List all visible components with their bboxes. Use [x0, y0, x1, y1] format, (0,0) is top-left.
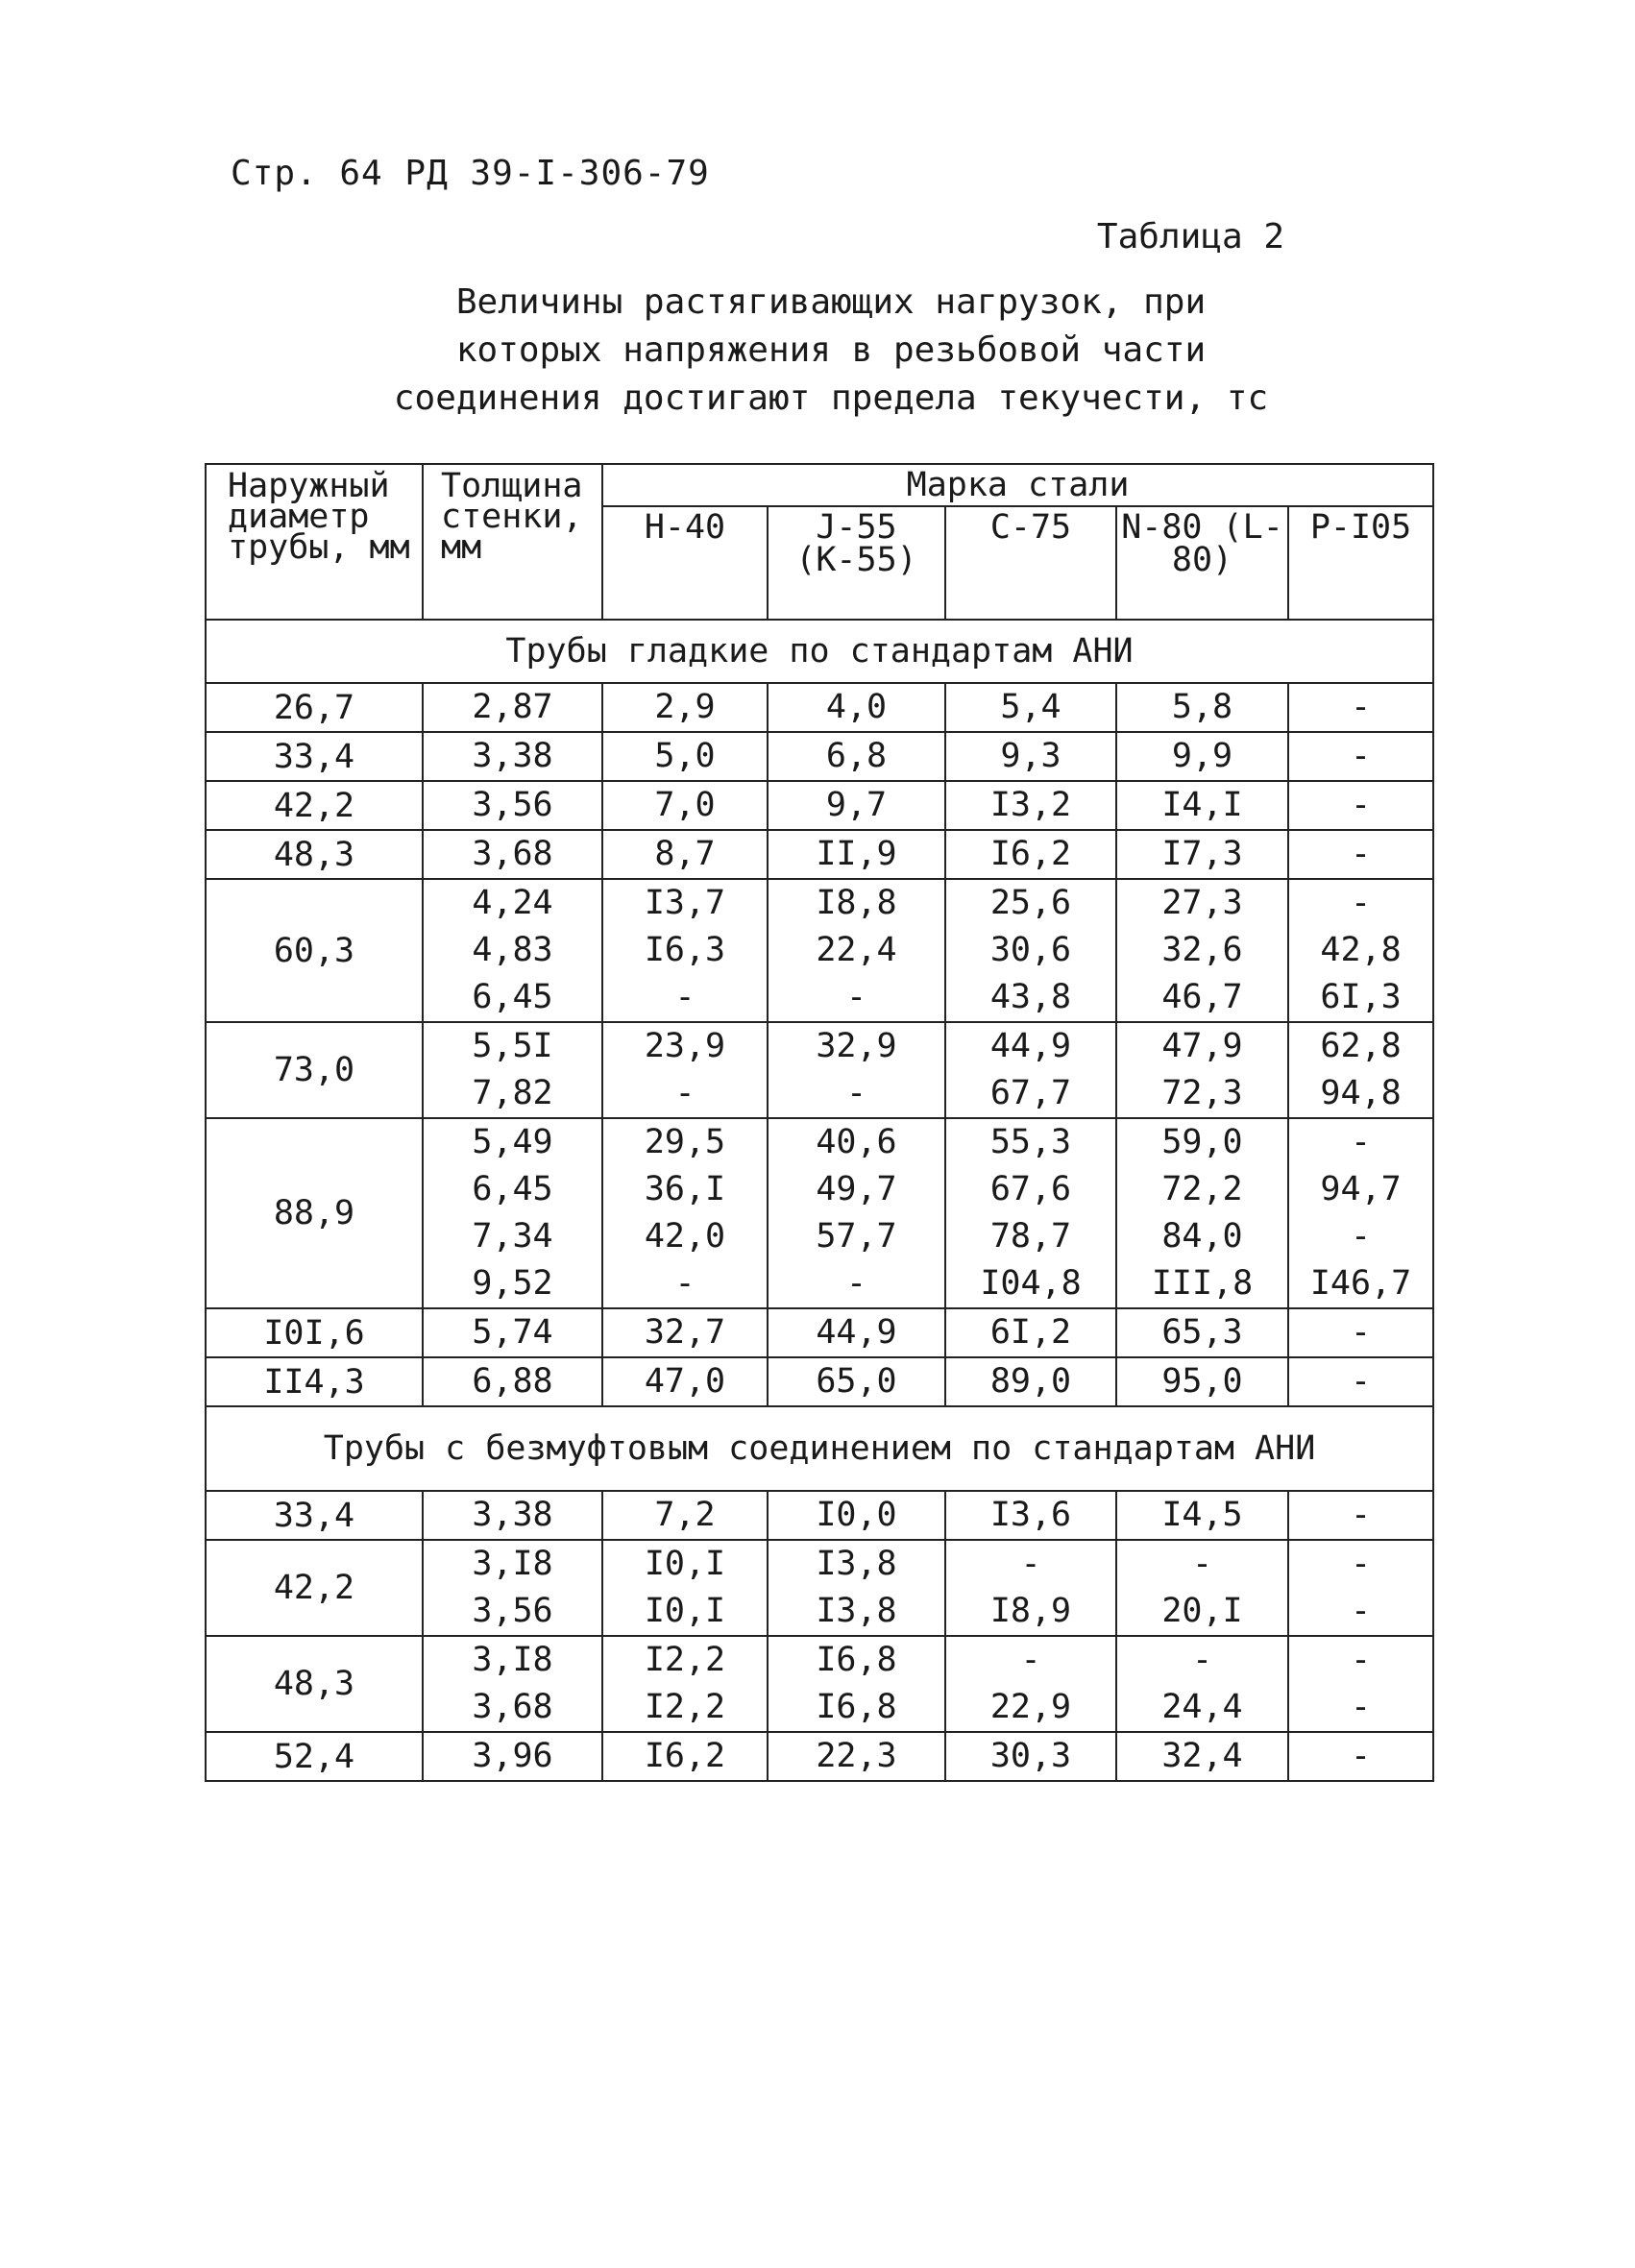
load-cell: [602, 1357, 768, 1406]
thickness-cell: [423, 1540, 602, 1636]
load-cell: [768, 1540, 945, 1636]
thickness-value: 6,45: [472, 978, 553, 1016]
table-row: [206, 732, 1433, 781]
load-value: 44,9: [989, 1027, 1072, 1065]
load-value: -: [845, 1264, 867, 1303]
load-cell: [768, 683, 945, 732]
load-value: I0,0: [816, 1496, 897, 1534]
load-value: 6I,3: [1320, 978, 1402, 1016]
thickness-value: 3,38: [472, 737, 553, 775]
thickness-value: 7,34: [472, 1217, 553, 1256]
thickness-value: 3,I8: [472, 1545, 553, 1583]
load-cell: [945, 1732, 1116, 1781]
load-value: 7,2: [654, 1496, 716, 1534]
load-value: -: [1350, 884, 1372, 922]
load-value: 32,7: [644, 1313, 726, 1352]
table-row: [206, 781, 1433, 830]
load-value: I6,3: [644, 931, 726, 969]
load-value: I4,I: [1161, 786, 1243, 824]
load-value: 30,6: [989, 931, 1072, 969]
load-value: 36,I: [644, 1170, 726, 1208]
load-value: 78,7: [989, 1217, 1072, 1256]
load-cell: [945, 732, 1116, 781]
load-cell: [1288, 1491, 1433, 1540]
load-cell: [945, 1118, 1116, 1308]
load-value: I6,2: [989, 835, 1072, 873]
load-value: I3,6: [989, 1496, 1072, 1534]
load-value: -: [1191, 1641, 1213, 1679]
load-cell: [945, 1636, 1116, 1732]
diameter-cell: 52,4: [206, 1732, 423, 1781]
load-cell: [945, 781, 1116, 830]
load-cell: [602, 1118, 768, 1308]
load-cell: [1288, 732, 1433, 781]
load-value: -: [674, 1264, 695, 1303]
load-cell: [602, 732, 768, 781]
thickness-cell: [423, 1308, 602, 1357]
load-cell: [1116, 732, 1288, 781]
load-value: 44,9: [816, 1313, 897, 1352]
load-value: 40,6: [816, 1123, 897, 1161]
load-cell: [602, 1022, 768, 1118]
load-value: 55,3: [989, 1123, 1072, 1161]
table-row: [206, 1540, 1433, 1636]
table-row: [206, 1732, 1433, 1781]
load-cell: [945, 683, 1116, 732]
load-value: -: [1350, 1313, 1372, 1352]
load-cell: [1116, 830, 1288, 879]
load-value: -: [674, 1074, 695, 1112]
load-cell: [602, 1636, 768, 1732]
load-cell: [768, 1732, 945, 1781]
load-value: 47,0: [644, 1362, 726, 1401]
load-cell: [1116, 1732, 1288, 1781]
load-cell: [602, 879, 768, 1022]
diameter-cell: 60,3: [206, 879, 423, 1022]
load-value: 32,9: [816, 1027, 897, 1065]
load-cell: [1116, 1491, 1288, 1540]
load-cell: [945, 879, 1116, 1022]
load-cell: [945, 1308, 1116, 1357]
load-value: 49,7: [816, 1170, 897, 1208]
load-value: I3,8: [816, 1592, 897, 1630]
load-cell: [1116, 1636, 1288, 1732]
thickness-cell: [423, 781, 602, 830]
load-value: -: [1350, 1496, 1372, 1534]
load-value: II,9: [816, 835, 897, 873]
header-grade-h40: Н-40: [602, 506, 768, 620]
load-value: 20,I: [1161, 1592, 1243, 1630]
load-cell: [945, 1022, 1116, 1118]
thickness-cell: [423, 1732, 602, 1781]
header-grade-c75: С-75: [945, 506, 1116, 620]
load-value: 42,8: [1320, 931, 1402, 969]
load-value: -: [1350, 1217, 1372, 1256]
thickness-value: 3,96: [472, 1737, 553, 1775]
thickness-cell: [423, 1491, 602, 1540]
load-value: 9,7: [825, 786, 888, 824]
load-cell: [1288, 1118, 1433, 1308]
load-value: -: [1020, 1545, 1041, 1583]
table-row: [206, 1022, 1433, 1118]
load-value: -: [1350, 1545, 1372, 1583]
load-value: 24,4: [1161, 1688, 1243, 1726]
load-value: I04,8: [980, 1264, 1082, 1303]
load-cell: [1288, 830, 1433, 879]
load-value: 22,3: [816, 1737, 897, 1775]
load-value: 67,7: [989, 1074, 1072, 1112]
thickness-cell: [423, 732, 602, 781]
load-value: 47,9: [1161, 1027, 1243, 1065]
load-cell: [602, 683, 768, 732]
thickness-value: 6,45: [472, 1170, 553, 1208]
header-grade-p105: Р-I05: [1288, 506, 1433, 620]
load-value: 6,8: [825, 737, 888, 775]
thickness-value: 4,24: [472, 884, 553, 922]
thickness-cell: [423, 879, 602, 1022]
page-header: Стр. 64 РД 39-I-306-79: [231, 154, 710, 193]
load-value: 32,6: [1161, 931, 1243, 969]
load-value: -: [1350, 1737, 1372, 1775]
load-value: I8,8: [816, 884, 897, 922]
load-cell: [1288, 1636, 1433, 1732]
thickness-value: 6,88: [472, 1362, 553, 1401]
diameter-cell: II4,3: [206, 1357, 423, 1406]
diameter-cell: I0I,6: [206, 1308, 423, 1357]
load-value: 95,0: [1161, 1362, 1243, 1401]
load-cell: [1116, 1022, 1288, 1118]
load-value: 72,2: [1161, 1170, 1243, 1208]
load-value: 89,0: [989, 1362, 1072, 1401]
load-cell: [602, 1308, 768, 1357]
load-value: 84,0: [1161, 1217, 1243, 1256]
thickness-value: 5,74: [472, 1313, 553, 1352]
load-value: -: [1350, 1641, 1372, 1679]
load-cell: [768, 1118, 945, 1308]
load-value: 5,8: [1171, 688, 1233, 726]
load-cell: [768, 1357, 945, 1406]
load-value: 22,9: [989, 1688, 1072, 1726]
thickness-value: 3,56: [472, 786, 553, 824]
load-value: 59,0: [1161, 1123, 1243, 1161]
table-row: [206, 830, 1433, 879]
load-cell: [1116, 1118, 1288, 1308]
load-value: -: [1350, 737, 1372, 775]
load-cell: [768, 732, 945, 781]
load-value: I7,3: [1161, 835, 1243, 873]
load-value: 8,7: [654, 835, 716, 873]
thickness-value: 3,I8: [472, 1641, 553, 1679]
thickness-value: 5,5I: [472, 1027, 553, 1065]
load-value: 72,3: [1161, 1074, 1243, 1112]
load-cell: [1116, 1308, 1288, 1357]
load-value: -: [1350, 688, 1372, 726]
header-steel-grade: Марка стали: [602, 464, 1433, 506]
load-value: 43,8: [989, 978, 1072, 1016]
load-value: I6,8: [816, 1641, 897, 1679]
diameter-cell: 48,3: [206, 830, 423, 879]
header-thickness: Толщина стенки, мм: [423, 464, 602, 620]
load-value: 2,9: [654, 688, 716, 726]
load-cell: [1288, 1308, 1433, 1357]
load-value: 4,0: [825, 688, 888, 726]
load-value: 7,0: [654, 786, 716, 824]
load-value: 29,5: [644, 1123, 726, 1161]
load-cell: [1288, 1732, 1433, 1781]
diameter-cell: 42,2: [206, 781, 423, 830]
load-value: -: [1191, 1545, 1213, 1583]
load-value: 25,6: [989, 884, 1072, 922]
thickness-value: 3,68: [472, 835, 553, 873]
table-row: [206, 1118, 1433, 1308]
load-value: I3,8: [816, 1545, 897, 1583]
diameter-cell: 42,2: [206, 1540, 423, 1636]
thickness-cell: [423, 683, 602, 732]
load-cell: [1288, 1022, 1433, 1118]
thickness-cell: [423, 1118, 602, 1308]
load-value: I0,I: [644, 1545, 726, 1583]
load-value: 6I,2: [989, 1313, 1072, 1352]
load-value: 30,3: [989, 1737, 1072, 1775]
section-header-row: [206, 1406, 1433, 1491]
load-value: 27,3: [1161, 884, 1243, 922]
load-value: 65,0: [816, 1362, 897, 1401]
thickness-cell: [423, 1022, 602, 1118]
load-cell: [945, 1540, 1116, 1636]
load-value: 5,4: [1000, 688, 1062, 726]
load-value: -: [1020, 1641, 1041, 1679]
thickness-value: 3,38: [472, 1496, 553, 1534]
load-cell: [768, 1636, 945, 1732]
load-value: 46,7: [1161, 978, 1243, 1016]
load-value: -: [1350, 1123, 1372, 1161]
load-value: 94,7: [1320, 1170, 1402, 1208]
thickness-cell: [423, 1636, 602, 1732]
load-value: -: [1350, 835, 1372, 873]
thickness-value: 9,52: [472, 1264, 553, 1303]
load-cell: [602, 1540, 768, 1636]
load-cell: [1288, 1357, 1433, 1406]
diameter-cell: 26,7: [206, 683, 423, 732]
load-value: -: [1350, 1362, 1372, 1401]
table-row: [206, 683, 1433, 732]
load-value: 5,0: [654, 737, 716, 775]
table-row: [206, 1491, 1433, 1540]
diameter-cell: 88,9: [206, 1118, 423, 1308]
thickness-cell: [423, 830, 602, 879]
table-row: [206, 1308, 1433, 1357]
table-row: [206, 1357, 1433, 1406]
load-cell: [768, 781, 945, 830]
section-header-row: [206, 620, 1433, 683]
load-cell: [1116, 683, 1288, 732]
load-value: I6,8: [816, 1688, 897, 1726]
load-value: -: [845, 1074, 867, 1112]
load-cell: [768, 1491, 945, 1540]
header-grade-n80: N-80 (L-80): [1116, 506, 1288, 620]
load-cell: [602, 1491, 768, 1540]
table-body: [206, 620, 1433, 1781]
thickness-value: 2,87: [472, 688, 553, 726]
load-value: I2,2: [644, 1688, 726, 1726]
load-value: III,8: [1151, 1264, 1254, 1303]
table-row: [206, 1636, 1433, 1732]
thickness-value: 3,68: [472, 1688, 553, 1726]
load-value: -: [674, 978, 695, 1016]
load-cell: [1288, 683, 1433, 732]
load-cell: [768, 1308, 945, 1357]
thickness-value: 7,82: [472, 1074, 553, 1112]
load-value: -: [845, 978, 867, 1016]
section-title: Трубы с безмуфтовым соединением по стандартам АНИ: [206, 1406, 1433, 1491]
thickness-cell: [423, 1357, 602, 1406]
load-cell: [945, 1491, 1116, 1540]
load-cell: [1116, 781, 1288, 830]
section-title: Трубы гладкие по стандартам АНИ: [206, 620, 1433, 683]
load-value: I3,2: [989, 786, 1072, 824]
load-value: 23,9: [644, 1027, 726, 1065]
load-cell: [602, 1732, 768, 1781]
load-value: 32,4: [1161, 1737, 1243, 1775]
load-cell: [1116, 1540, 1288, 1636]
load-cell: [1288, 879, 1433, 1022]
header-grade-j55: J-55 (К-55): [768, 506, 945, 620]
load-cell: [768, 879, 945, 1022]
load-cell: [602, 830, 768, 879]
load-value: 57,7: [816, 1217, 897, 1256]
diameter-cell: 33,4: [206, 1491, 423, 1540]
thickness-value: 3,56: [472, 1592, 553, 1630]
thickness-value: 4,83: [472, 931, 553, 969]
diameter-cell: 33,4: [206, 732, 423, 781]
load-cell: [1116, 1357, 1288, 1406]
load-cell: [768, 1022, 945, 1118]
load-value: 22,4: [816, 931, 897, 969]
load-value: -: [1350, 1688, 1372, 1726]
load-cell: [1288, 781, 1433, 830]
diameter-cell: 73,0: [206, 1022, 423, 1118]
load-cell: [945, 1357, 1116, 1406]
load-value: 9,9: [1171, 737, 1233, 775]
load-value: I46,7: [1309, 1264, 1412, 1303]
load-value: I3,7: [644, 884, 726, 922]
table-label: Таблица 2: [1096, 217, 1284, 256]
load-value: I6,2: [644, 1737, 726, 1775]
load-value: I0,I: [644, 1592, 726, 1630]
diameter-cell: 48,3: [206, 1636, 423, 1732]
load-cell: [1288, 1540, 1433, 1636]
load-cell: [945, 830, 1116, 879]
load-value: 62,8: [1320, 1027, 1402, 1065]
load-value: 67,6: [989, 1170, 1072, 1208]
load-value: -: [1350, 786, 1372, 824]
load-value: 9,3: [1000, 737, 1062, 775]
load-value: I4,5: [1161, 1496, 1243, 1534]
load-cell: [1116, 879, 1288, 1022]
load-value: I2,2: [644, 1641, 726, 1679]
load-value: 42,0: [644, 1217, 726, 1256]
table-title: Величины растягивающих нагрузок, при которых напряжения в резьбовой части соединения достигают предела текучести, тс: [393, 282, 1269, 418]
table-row: [206, 879, 1433, 1022]
load-cell: [768, 830, 945, 879]
load-value: I8,9: [989, 1592, 1072, 1630]
load-value: 65,3: [1161, 1313, 1243, 1352]
load-cell: [602, 781, 768, 830]
load-value: 94,8: [1320, 1074, 1402, 1112]
thickness-value: 5,49: [472, 1123, 553, 1161]
load-table: [205, 463, 1434, 1782]
load-value: -: [1350, 1592, 1372, 1630]
header-diameter: Наружный диаметр трубы, мм: [206, 464, 423, 620]
